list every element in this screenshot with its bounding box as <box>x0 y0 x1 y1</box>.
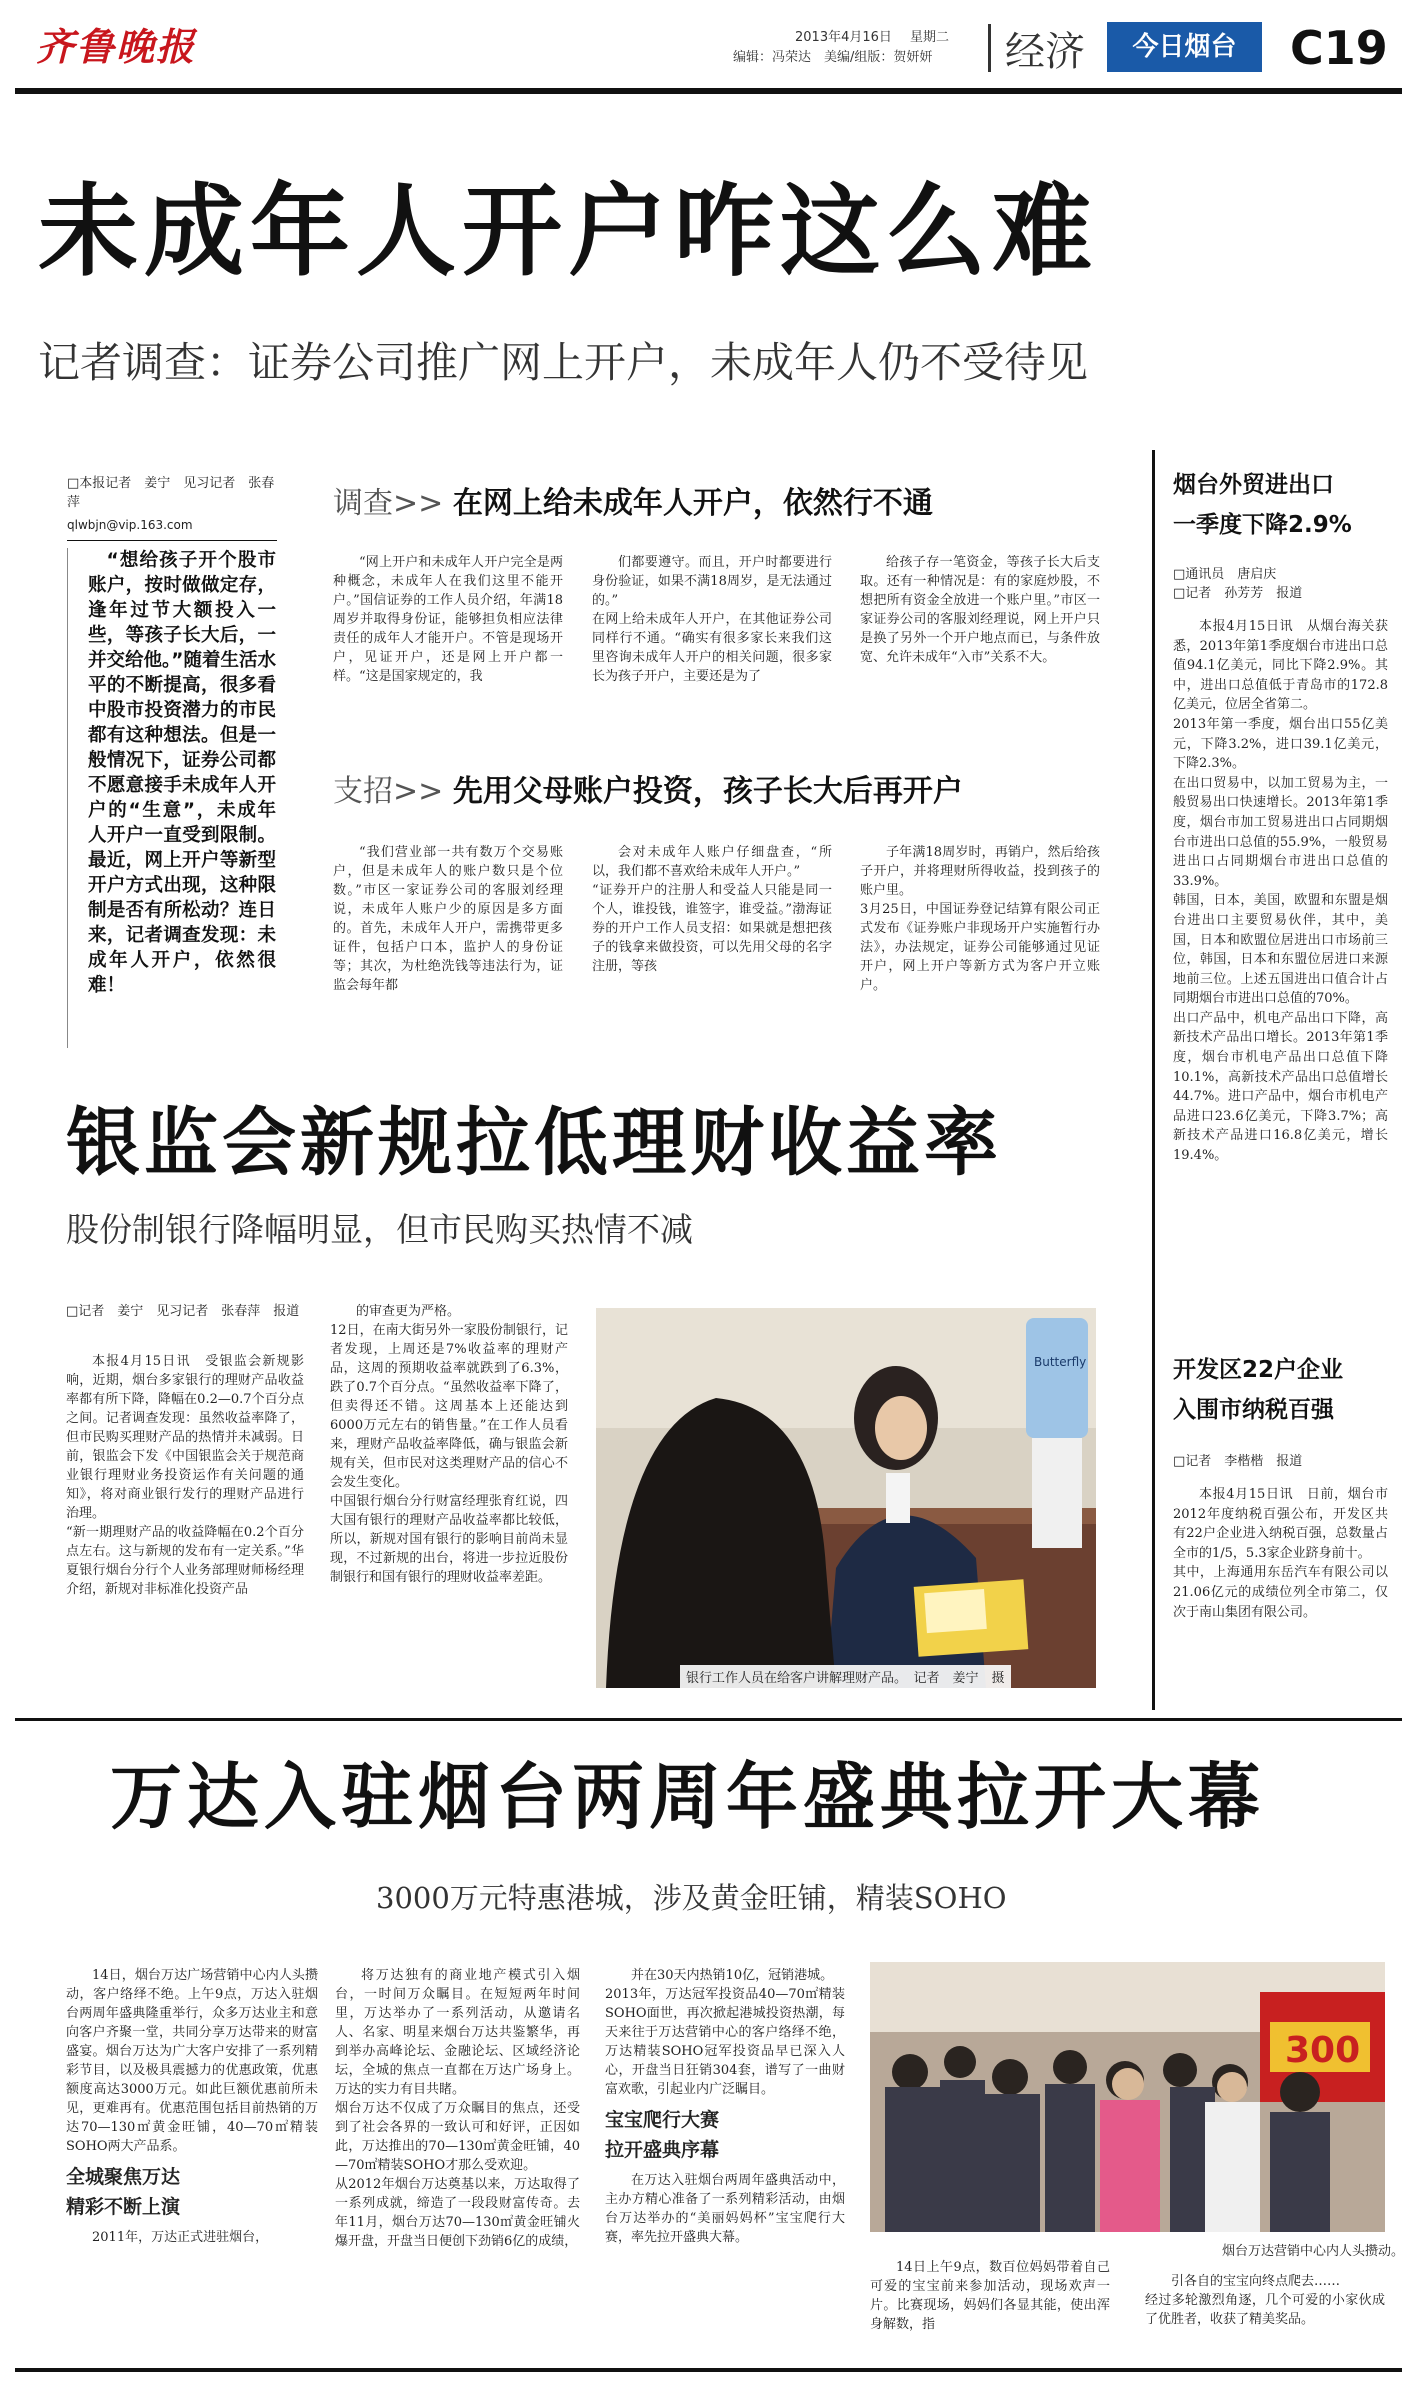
sidebar-a-byline1: □通讯员 唐启庆 <box>1173 567 1277 582</box>
sec1-col2-text: 们都要遵守。而且，开户时都要进行身份验证，如果不满18周岁，是无法通过的。” 在网上给未成年人开户，在其他证券公司同样行不通。“确实有很多家长来我们这里咨询未成年人开户的相关问题，很多家长为孩子开户，主要还是为了 <box>592 555 832 684</box>
sec1-col2 <box>592 553 832 723</box>
story2-col1-text: 本报4月15日讯 受银监会新规影响，近期，烟台多家银行的理财产品收益率都有所下降，降幅在0.2—0.7个百分点之间。记者调查发现：虽然收益率降了，但市民购买理财产品的热情并未减弱。日前，银监会下发《中国银监会关于规范商业银行理财业务投资运作有关问题的通知》，将对商业银行发行的理财产品进行治理。 “新一期理财产品的收益降幅在0.2个百分点左右。这与新规的发布有一定关系。”华夏银行烟台分行个人业务部理财师杨经理介绍，新规对非标准化投资产品 <box>66 1354 304 1597</box>
story3-col4 <box>870 2258 1110 2360</box>
sec1-col3-text: 给孩子存一笔资金，等孩子长大后支取。还有一种情况是：有的家庭炒股，不想把所有资金全放进一个账户里。”市区一家证券公司的客服刘经理说，网上开户只是换了另外一个开户地点而已，与条件放宽、允许未成年“入市”关系不大。 <box>860 555 1100 665</box>
story3-photo-caption: 烟台万达营销中心内人头攒动。 <box>1222 2244 1405 2259</box>
story2-headline: 银监会新规拉低理财收益率 <box>66 1100 1002 1186</box>
story2-photo <box>596 1308 1096 1688</box>
story3-headline: 万达入驻烟台两周年盛典拉开大幕 <box>110 1755 1266 1839</box>
story3-col5-text: 引各自的宝宝向终点爬去…… 经过多轮激烈角逐，几个可爱的小家伙成了优胜者，收获了精美奖品。 <box>1145 2274 1385 2327</box>
story2-subheadline: 股份制银行降幅明显，但市民购买热情不减 <box>66 1210 693 1249</box>
crowd-photo-illustration <box>870 1962 1385 2232</box>
story3-col3-subhead2: 拉开盛典序幕 <box>605 2139 720 2161</box>
sec1-col1 <box>333 553 563 723</box>
story1-email: qlwbjn@vip.163.com <box>67 518 193 532</box>
section-label: 经济 <box>1005 29 1085 75</box>
sec2-col1-text: “我们营业部一共有数万个交易账户，但是未成年人的账户数只是个位数。”市区一家证券公司的客服刘经理说，未成年人账户少的原因是多方面的。首先，未成年人开户，需携带更多证件，包括户口本，监护人的身份证等；其次，为杜绝洗钱等违法行为，证监会每年都 <box>333 845 563 993</box>
date-text: 2013年4月16日 <box>795 30 892 45</box>
story2-byline: □记者 姜宁 见习记者 张春萍 报道 <box>66 1304 300 1319</box>
masthead-rule <box>15 88 1402 94</box>
story3-col1 <box>66 1966 318 2361</box>
sidebar-a <box>1173 465 1388 1362</box>
sec2-tag: 支招>> <box>333 774 444 809</box>
masthead-editors: 编辑：冯荣达 美编/组版：贺妍妍 <box>733 50 933 65</box>
story1-subheadline: 记者调查：证券公司推广网上开户，未成年人仍不受待见 <box>38 338 1089 387</box>
weekday-text: 星期二 <box>910 30 950 45</box>
sidebar-rule <box>1152 450 1155 1710</box>
sec1-tag: 调查>> <box>333 486 444 521</box>
sidebar-a-byline2: □记者 孙芳芳 报道 <box>1173 586 1303 601</box>
sec2-col2-text: 会对未成年人账户仔细盘查，“所以，我们都不喜欢给未成年人开户。” “证券开户的注册人和受益人只能是同一个人，谁投钱，谁签字，谁受益。”渤海证券的开户工作人员支招：如果就是想把孩子的钱拿来做投资，可以先用父母的名字注册，等孩 <box>592 845 832 974</box>
story2-photo-caption: 银行工作人员在给客户讲解理财产品。 记者 姜宁 摄 <box>680 1665 1011 1688</box>
story3-col1-subhead2: 精彩不断上演 <box>66 2196 181 2218</box>
story3-col3 <box>605 1966 845 2361</box>
sidebar-a-title2: 一季度下降2.9% <box>1173 512 1352 538</box>
story3-col2-text: 将万达独有的商业地产模式引入烟台，一时间万众瞩目。在短短两年时间里，万达举办了一系列活动，从邀请名人、名家、明星来烟台万达共鉴繁华，再到举办高峰论坛、金融论坛、区域经济论坛，全城的焦点一直都在万达广场身上。万达的实力有目共睹。 烟台万达不仅成了万众瞩目的焦点，还受到了社会各界的一致认可和好评，正因如此，万达推出的70—130㎡黄金旺铺，40—70㎡精装SOHO才那么受欢迎。 从2012年烟台万达奠基以来，万达取得了一系列成就，缔造了一段段财富传奇。去年11月，烟台万达70—130㎡黄金旺铺火爆开盘，开盘当日便创下劲销6亿的成绩， <box>335 1968 580 2249</box>
sidebar-b-title2: 入围市纳税百强 <box>1173 1397 1334 1423</box>
story3-col3-subhead1: 宝宝爬行大赛 <box>605 2109 720 2131</box>
masthead-logo: 齐鲁晚报 <box>36 24 197 69</box>
masthead-divider <box>988 24 991 72</box>
story3-subheadline: 3000万元特惠港城，涉及黄金旺铺，精装SOHO <box>376 1881 1007 1915</box>
sec2-heading <box>333 766 963 810</box>
section-badge: 今日烟台 <box>1107 22 1262 72</box>
story3-col5 <box>1145 2272 1385 2360</box>
sidebar-a-title1: 烟台外贸进出口 <box>1173 472 1334 498</box>
lead-rule-left <box>67 548 68 1048</box>
lead-rule-top <box>67 540 277 541</box>
sec2-title: 先用父母账户投资，孩子长大后再开户 <box>452 774 963 809</box>
masthead-date <box>795 26 949 45</box>
page-bottom-rule <box>15 2368 1402 2372</box>
story2-col1 <box>66 1352 304 1682</box>
sec1-col1-text: “网上开户和未成年人开户完全是两种概念，未成年人在我们这里不能开户。”国信证券的工作人员介绍，年满18周岁并取得身份证，能够担负相应法律责任的成年人才能开户。不管是现场开户，见证开户，还是网上开户都一样。“这是国家规定的，我 <box>333 555 563 684</box>
sec1-heading <box>333 478 933 522</box>
story3-col2 <box>335 1966 580 2361</box>
photo-banner-text: 300 <box>1285 2030 1361 2071</box>
page-number: C19 <box>1290 21 1388 75</box>
story3-col1-tail: 2011年，万达正式进驻烟台， <box>92 2230 269 2245</box>
sec2-col3-text: 子年满18周岁时，再销户，然后给孩子开户，并将理财所得收益，投到孩子的账户里。 3月25日，中国证券登记结算有限公司正式发布《证券账户非现场开户实施暂行办法》，办法规定，证券公司能够通过见证开户，网上开户等新方式为客户开立账户。 <box>860 845 1100 993</box>
bank-photo-illustration <box>596 1308 1096 1688</box>
sidebar-b-title1: 开发区22户企业 <box>1173 1357 1344 1383</box>
sec1-col3 <box>860 553 1100 723</box>
photo-bottle-label: Butterfly <box>1034 1355 1087 1369</box>
story1-byline: □本报记者 姜宁 见习记者 张春萍 <box>67 476 275 510</box>
sidebar-b-body-text: 本报4月15日讯 日前，烟台市2012年度纳税百强公布，开发区共有22户企业进入纳税百强，总数量占全市的1/5，5.3家企业跻身前十。 其中，上海通用东岳汽车有限公司以21.06亿元的成绩位列全市第二，仅次于南山集团有限公司。 <box>1173 1487 1388 1620</box>
story3-col3-text: 并在30天内热销10亿，冠销港城。 2013年，万达冠军投资品40—70㎡精装SOHO面世，再次掀起港城投资热潮，每天来往于万达营销中心的客户络绎不绝，万达精装SOHO冠军投资品早已深入人心，开盘当日狂销304套，谱写了一曲财富欢歌，引起业内广泛瞩目。 <box>605 1968 845 2097</box>
story2-col2 <box>330 1302 568 1682</box>
sidebar-b-body <box>1173 1485 1388 1695</box>
sidebar-a-body <box>1173 617 1388 1362</box>
story3-col1-subhead1: 全城聚焦万达 <box>66 2166 181 2188</box>
story2-col2-text: 的审查更为严格。 12日，在南大街另外一家股份制银行，记者发现，上周还是7%收益率的理财产品，这周的预期收益率就跌到了6.3%，跌了0.7个百分点。“虽然收益率下降了，但卖得还不错。这周基本上还能达到6000万元左右的销售量。”在工作人员看来，理财产品收益率降低，确与银监会新规有关，但市民对这类理财产品的信心不会发生变化。 中国银行烟台分行财富经理张育红说，四大国有银行的理财产品收益率都比较低，所以，新规对国有银行的影响目前尚未显现，不过新规的出台，将进一步拉近股份制银行和国有银行的理财收益率差距。 <box>330 1304 568 1585</box>
story3-photo <box>870 1962 1385 2232</box>
sec2-col3 <box>860 843 1100 1043</box>
story3-col4-text: 14日上午9点，数百位妈妈带着自己可爱的宝宝前来参加活动，现场欢声一片。比赛现场，妈妈们各显其能，使出浑身解数，指 <box>870 2260 1110 2332</box>
story3-col1-text: 14日，烟台万达广场营销中心内人头攒动，客户络绎不绝。上午9点，万达入驻烟台两周年盛典隆重举行，众多万达业主和意向客户齐聚一堂，共同分享万达带来的财富盛宴。烟台万达为广大客户安排了一系列精彩节目，以及极具震撼力的优惠政策，优惠额度高达3000万元。如此巨额优惠前所未见，更难再有。优惠范围包括目前热销的万达70—130㎡黄金旺铺，40—70㎡精装SOHO两大产品系。 <box>66 1968 318 2154</box>
sidebar-b-byline: □记者 李楷楷 报道 <box>1173 1454 1303 1469</box>
story1-lead: “想给孩子开个股市账户，按时做做定存，逢年过节大额投入一些，等孩子长大后，一并交给他。”随着生活水平的不断提高，很多看中股市投资潜力的市民都有这种想法。但是一般情况下，证券公司都不愿意接手未成年人开户的“生意”，未成年人开户一直受到限制。最近，网上开户等新型开户方式出现，这种限制是否有所松动？连日来，记者调查发现：未成年人开户，依然很难！ <box>88 550 276 996</box>
story1-headline: 未成年人开户咋这么难 <box>38 173 1098 290</box>
sidebar-b <box>1173 1350 1388 1695</box>
story2-bottom-rule <box>15 1718 1402 1721</box>
sec2-col2 <box>592 843 832 1043</box>
sec2-col1 <box>333 843 563 1043</box>
sidebar-a-body-text: 本报4月15日讯 从烟台海关获悉，2013年第1季度烟台市进出口总值94.1亿美元，同比下降2.9%。其中，进出口总值低于青岛市的172.8亿美元，位居全省第二。 2013年第一季度，烟台出口55亿美元，下降3.2%，进口39.1亿美元，下降2.3%。 在出口贸易中，以加工贸易为主，一般贸易出口快速增长。2013年第1季度，烟台市加工贸易进出口占同期烟台市进出口总值的55.9%，一般贸易进出口占同期烟台市进出口总值的33.9%。 韩国，日本，美国，欧盟和东盟是烟台进出口主要贸易伙伴，其中，美国，日本和欧盟位居进出口市场前三位，韩国，日本和东盟位居进口来源地前三位。上述五国进出口值合计占同期烟台市进出口总值的70%。 出口产品中，机电产品出口下降，高新技术产品出口增长。2013年第1季度，烟台市机电产品出口总值下降10.1%，高新技术产品出口总值增长44.7%。进口产品中，烟台市机电产品进口23.6亿美元，下降3.7%；高新技术产品进口16.8亿美元，增长19.4%。 <box>1173 619 1388 1164</box>
sec1-title: 在网上给未成年人开户，依然行不通 <box>452 486 933 521</box>
story3-col3-tail: 在万达入驻烟台两周年盛典活动中，主办方精心准备了一系列精彩活动，由烟台万达举办的“美丽妈妈杯”宝宝爬行大赛，率先拉开盛典大幕。 <box>605 2173 845 2245</box>
